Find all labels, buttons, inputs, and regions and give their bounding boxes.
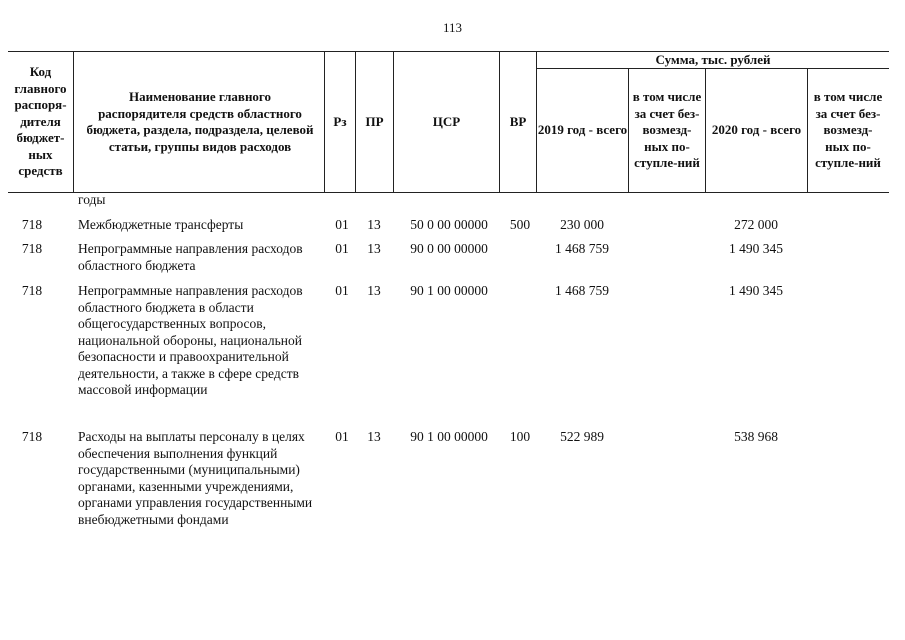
header-gratis-2019 (632, 69, 702, 192)
header-sum-2019 (537, 69, 628, 192)
row-pr: 13 (367, 241, 381, 256)
row-sum-2020: 1 490 345 (729, 241, 783, 256)
column-divider (628, 68, 629, 192)
row-rz: 01 (335, 429, 349, 444)
row-rz: 01 (335, 283, 349, 298)
header-gratis-2019-text: в том числе за счет без-возмезд-ных по-ступле-ний (632, 89, 702, 171)
row-vr: 500 (509, 217, 531, 232)
header-sum-2020 (706, 69, 807, 192)
row-code: 718 (21, 217, 43, 232)
continuation-text: годы (78, 192, 106, 207)
row-code: 718 (21, 283, 43, 298)
row-name: Непрограммные направления расходов областного бюджета в области общегосударственных вопросов, национальной обороны, национальной безопасности и правоохранительной деятельности, а также в сфере средств массовой информации (78, 283, 303, 397)
column-divider (73, 51, 74, 192)
header-vr-text: ВР (509, 113, 527, 129)
row-name: Расходы на выплаты персоналу в целях обеспечения выполнения функций государственными (муниципальными) органами, казенными учреждениями, органами управления государственными внебюджетными фондами (78, 429, 313, 527)
row-csr: 90 1 00 00000 (410, 429, 488, 444)
row-code: 718 (21, 429, 43, 444)
row-sum-2020: 1 490 345 (729, 283, 783, 298)
row-csr: 90 1 00 00000 (410, 283, 488, 298)
row-sum-2020: 538 968 (734, 429, 778, 444)
header-gratis-2020 (812, 69, 884, 192)
header-vr (500, 52, 536, 192)
header-csr (394, 52, 499, 192)
header-name-text: Наименование главного распорядителя средств областного бюджета, раздела, подраздела, целевой статьи, группы видов расходов (86, 89, 314, 154)
row-name: Непрограммные направления расходов областного бюджета (78, 241, 303, 273)
header-sum-2020-text: 2020 год - всего (711, 122, 802, 138)
row-rz: 01 (335, 241, 349, 256)
row-sum-2019: 230 000 (560, 217, 604, 232)
row-pr: 13 (367, 217, 381, 232)
row-name: Межбюджетные трансферты (78, 217, 244, 232)
header-code-text: Код главного распоря-дителя бюджет-ных средств (14, 64, 67, 179)
row-pr: 13 (367, 283, 381, 298)
header-sum-2019-text: 2019 год - всего (537, 122, 628, 138)
row-csr: 90 0 00 00000 (410, 241, 488, 256)
row-sum-2019: 1 468 759 (555, 283, 609, 298)
row-rz: 01 (335, 217, 349, 232)
header-gratis-2020-text: в том числе за счет без-возмезд-ных по-ступле-ний (813, 89, 883, 171)
header-sum-group (537, 52, 889, 68)
row-sum-2019: 1 468 759 (555, 241, 609, 256)
header-pr (356, 52, 393, 192)
row-code: 718 (21, 241, 43, 256)
header-name (84, 52, 316, 192)
row-sum-2019: 522 989 (560, 429, 604, 444)
header-sum-group-text: Сумма, тыс. рублей (655, 51, 771, 67)
header-rz-text: Рз (333, 113, 347, 129)
row-vr: 100 (509, 429, 531, 444)
header-csr-text: ЦСР (432, 113, 461, 129)
page-number: 113 (442, 20, 463, 35)
column-divider (807, 68, 808, 192)
header-code (8, 52, 73, 192)
row-pr: 13 (367, 429, 381, 444)
header-rz (325, 52, 355, 192)
row-csr: 50 0 00 00000 (410, 217, 488, 232)
row-sum-2020: 272 000 (734, 217, 778, 232)
header-pr-text: ПР (365, 113, 384, 129)
